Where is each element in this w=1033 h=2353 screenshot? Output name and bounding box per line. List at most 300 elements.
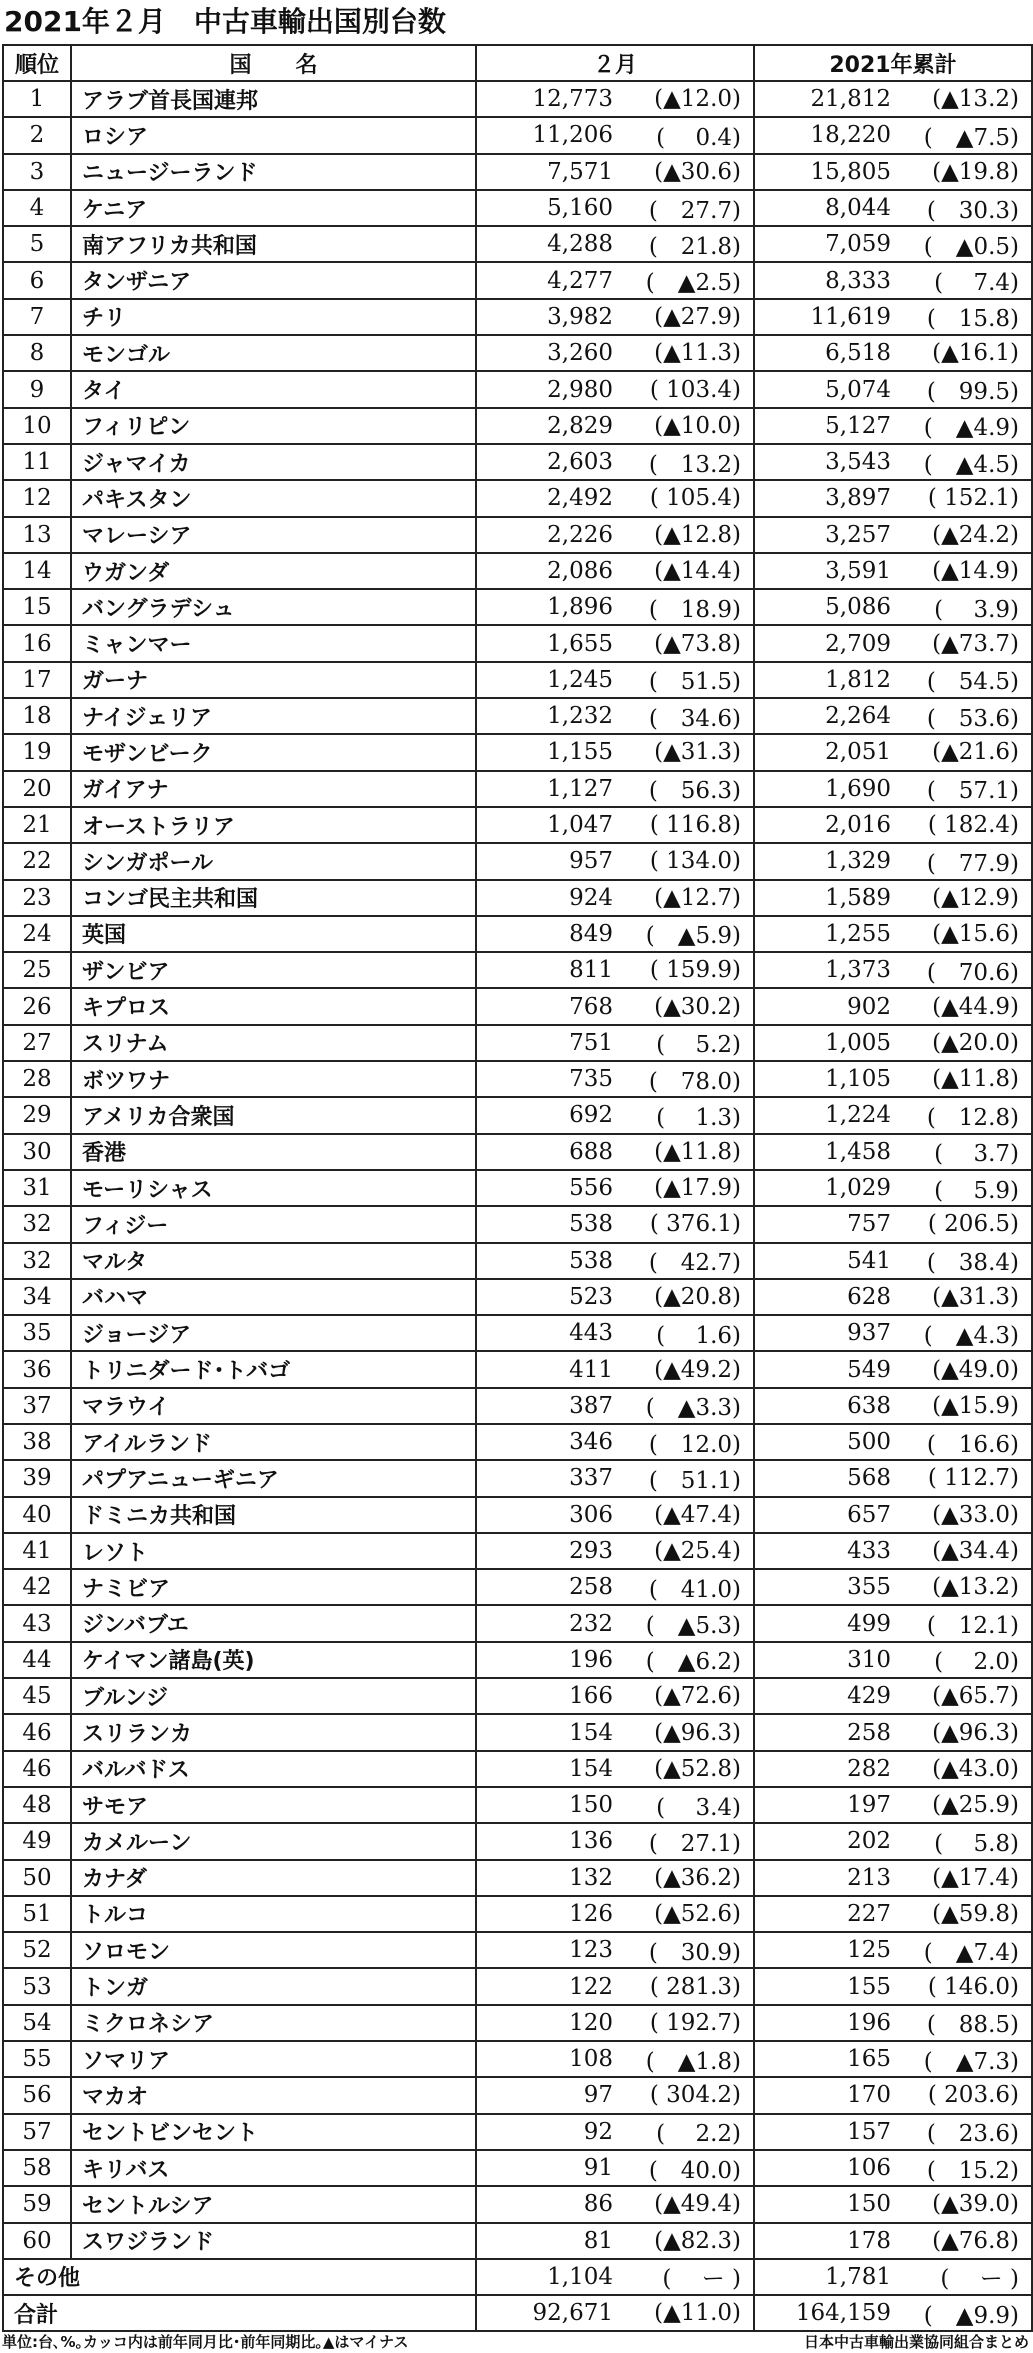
cumulative-cell — [754, 880, 1032, 916]
cumulative-cell — [754, 81, 1032, 117]
rank-cell: 53 — [3, 1968, 71, 2004]
month-value: 811 — [569, 957, 613, 984]
month-cell — [476, 2150, 754, 2186]
month-value: 196 — [569, 1646, 613, 1673]
month-value: 154 — [569, 1755, 613, 1782]
month-value: 1,047 — [547, 812, 613, 839]
rank-cell: 7 — [3, 299, 71, 335]
cumulative-value: 2,709 — [825, 630, 891, 657]
rank-cell: 44 — [3, 1642, 71, 1678]
month-value: 136 — [569, 1828, 613, 1855]
month-value: 97 — [583, 2082, 613, 2109]
cumulative-value: 18,220 — [810, 122, 891, 149]
cumulative-cell — [754, 1860, 1032, 1896]
rank-cell: 3 — [3, 154, 71, 190]
month-value: 2,492 — [547, 485, 613, 512]
month-value: 86 — [583, 2191, 613, 2218]
table-row — [3, 1497, 1032, 1533]
rank-cell: 14 — [3, 553, 71, 589]
cumulative-change: ( 70.6) — [926, 959, 1019, 986]
table-row — [3, 1896, 1032, 1932]
cumulative-change: ( ▲7.3) — [923, 2048, 1019, 2075]
rank-cell: 24 — [3, 916, 71, 952]
table-row — [3, 2114, 1032, 2150]
cumulative-value: 2,051 — [825, 739, 891, 766]
rank-cell: 34 — [3, 1279, 71, 1315]
month-cell — [476, 1170, 754, 1206]
month-cell — [476, 1751, 754, 1787]
other-cumulative — [754, 2259, 1032, 2295]
country-cell: アイルランド — [71, 1424, 476, 1460]
table-row — [3, 117, 1032, 153]
month-cell — [476, 1243, 754, 1279]
month-value: 81 — [583, 2227, 613, 2254]
rank-cell: 16 — [3, 625, 71, 661]
table-row — [3, 444, 1032, 480]
month-value: 91 — [583, 2155, 613, 2182]
country-cell: ソマリア — [71, 2041, 476, 2077]
header-month: ２月 — [476, 45, 754, 81]
rank-cell: 5 — [3, 226, 71, 262]
cumulative-change: (▲25.9) — [932, 1792, 1019, 1819]
cumulative-value: 15,805 — [810, 158, 891, 185]
cumulative-change: ( 206.5) — [927, 1211, 1019, 1238]
month-value: 2,829 — [547, 412, 613, 439]
total-label: 合計 — [3, 2295, 476, 2331]
cumulative-change: (▲73.7) — [932, 630, 1019, 657]
cumulative-change: ( 112.7) — [927, 1465, 1019, 1492]
month-change: ( 41.0) — [648, 1576, 741, 1603]
table-row — [3, 1315, 1032, 1351]
month-cell — [476, 262, 754, 298]
month-value: 1,232 — [547, 703, 613, 730]
table-row — [3, 1424, 1032, 1460]
cumulative-value: 568 — [847, 1465, 891, 1492]
cumulative-change: (▲14.9) — [932, 558, 1019, 584]
cumulative-cell — [754, 1025, 1032, 1061]
rank-cell: 55 — [3, 2041, 71, 2077]
country-cell: マルタ — [71, 1243, 476, 1279]
cumulative-change: ( ▲7.5) — [923, 124, 1019, 151]
rank-cell: 42 — [3, 1569, 71, 1605]
rank-cell: 1 — [3, 81, 71, 117]
country-cell: 英国 — [71, 916, 476, 952]
month-change: (▲14.4) — [654, 558, 741, 584]
cumulative-cell — [754, 1134, 1032, 1170]
month-change: ( 376.1) — [649, 1211, 741, 1238]
month-change: (▲27.9) — [654, 303, 741, 330]
month-change: ( 159.9) — [649, 957, 741, 984]
month-value: 1,896 — [547, 594, 613, 621]
month-change: ( ▲2.5) — [645, 270, 741, 297]
total-cumulative-change: ( ▲9.9) — [923, 2302, 1019, 2329]
other-month-value: 1,104 — [547, 2263, 613, 2290]
month-cell — [476, 553, 754, 589]
month-cell — [476, 1061, 754, 1097]
table-row — [3, 226, 1032, 262]
cumulative-change: ( 15.2) — [926, 2157, 1019, 2184]
country-cell: ジンバブエ — [71, 1605, 476, 1641]
month-change: ( 18.9) — [648, 596, 741, 623]
country-cell: 香港 — [71, 1134, 476, 1170]
cumulative-change: ( 182.4) — [927, 812, 1019, 839]
month-change: (▲49.4) — [654, 2191, 741, 2218]
rank-cell: 23 — [3, 880, 71, 916]
country-cell: モーリシャス — [71, 1170, 476, 1206]
cumulative-value: 125 — [847, 1937, 891, 1964]
country-cell: カナダ — [71, 1860, 476, 1896]
cumulative-value: 258 — [847, 1719, 891, 1746]
month-change: ( 105.4) — [649, 485, 741, 512]
country-cell: ミャンマー — [71, 625, 476, 661]
table-row — [3, 2077, 1032, 2113]
rank-cell: 36 — [3, 1351, 71, 1387]
other-month — [476, 2259, 754, 2295]
country-cell: パキスタン — [71, 480, 476, 516]
month-value: 523 — [569, 1283, 613, 1310]
country-cell: ウガンダ — [71, 553, 476, 589]
country-cell: トルコ — [71, 1896, 476, 1932]
rank-cell: 51 — [3, 1896, 71, 1932]
month-change: ( ▲1.8) — [645, 2048, 741, 2075]
month-value: 3,260 — [547, 340, 613, 367]
month-change: (▲12.0) — [654, 86, 741, 113]
cumulative-change: ( 77.9) — [926, 850, 1019, 877]
country-cell: ケイマン諸島(英) — [71, 1642, 476, 1678]
country-cell: ミクロネシア — [71, 2005, 476, 2041]
cumulative-cell — [754, 1424, 1032, 1460]
month-cell — [476, 2223, 754, 2259]
rank-cell: 28 — [3, 1061, 71, 1097]
month-value: 2,086 — [547, 558, 613, 584]
table-row — [3, 262, 1032, 298]
cumulative-change: (▲24.2) — [932, 521, 1019, 548]
cumulative-value: 3,897 — [825, 485, 891, 512]
cumulative-value: 1,105 — [825, 1066, 891, 1093]
cumulative-cell — [754, 771, 1032, 807]
month-cell — [476, 988, 754, 1024]
cumulative-value: 1,589 — [825, 884, 891, 911]
table-row — [3, 1025, 1032, 1061]
month-value: 293 — [569, 1538, 613, 1565]
month-cell — [476, 1460, 754, 1496]
cumulative-change: ( 53.6) — [926, 705, 1019, 732]
cumulative-cell — [754, 1642, 1032, 1678]
cumulative-cell — [754, 1751, 1032, 1787]
month-value: 849 — [569, 920, 613, 947]
month-cell — [476, 1497, 754, 1533]
cumulative-change: ( ▲4.5) — [923, 451, 1019, 478]
cumulative-change: (▲49.0) — [932, 1356, 1019, 1383]
month-change: (▲72.6) — [654, 1683, 741, 1710]
cumulative-cell — [754, 2041, 1032, 2077]
country-cell: バルバドス — [71, 1751, 476, 1787]
cumulative-cell — [754, 2223, 1032, 2259]
cumulative-value: 937 — [847, 1320, 891, 1347]
cumulative-value: 757 — [847, 1211, 891, 1238]
cumulative-change: ( 54.5) — [926, 669, 1019, 696]
country-cell: サモア — [71, 1787, 476, 1823]
rank-cell: 6 — [3, 262, 71, 298]
country-cell: ジョージア — [71, 1315, 476, 1351]
table-row — [3, 2150, 1032, 2186]
cumulative-value: 3,257 — [825, 521, 891, 548]
table-row — [3, 771, 1032, 807]
month-cell — [476, 1860, 754, 1896]
month-value: 1,155 — [547, 739, 613, 766]
cumulative-cell — [754, 1351, 1032, 1387]
country-cell: チリ — [71, 299, 476, 335]
cumulative-cell — [754, 1605, 1032, 1641]
country-cell: タイ — [71, 371, 476, 407]
month-cell — [476, 335, 754, 371]
cumulative-change: ( ▲7.4) — [923, 1939, 1019, 1966]
cumulative-cell — [754, 1170, 1032, 1206]
cumulative-change: (▲13.2) — [932, 86, 1019, 113]
month-change: ( 42.7) — [648, 1250, 741, 1277]
table-row — [3, 299, 1032, 335]
month-cell — [476, 1097, 754, 1133]
cumulative-change: ( 3.7) — [934, 1141, 1019, 1168]
country-cell: タンザニア — [71, 262, 476, 298]
month-change: (▲36.2) — [654, 1864, 741, 1891]
month-cell — [476, 843, 754, 879]
cumulative-cell — [754, 2114, 1032, 2150]
rank-cell: 48 — [3, 1787, 71, 1823]
country-cell: アラブ首長国連邦 — [71, 81, 476, 117]
country-cell: ナミビア — [71, 1569, 476, 1605]
cumulative-value: 227 — [847, 1900, 891, 1927]
month-change: ( 3.4) — [656, 1794, 741, 1821]
cumulative-cell — [754, 1823, 1032, 1859]
cumulative-cell — [754, 2186, 1032, 2222]
cumulative-value: 1,255 — [825, 920, 891, 947]
month-cell — [476, 1388, 754, 1424]
month-change: ( 56.3) — [648, 778, 741, 805]
cumulative-change: (▲13.2) — [932, 1574, 1019, 1601]
country-cell: キリバス — [71, 2150, 476, 2186]
rank-cell: 54 — [3, 2005, 71, 2041]
cumulative-value: 21,812 — [810, 86, 891, 113]
month-change: (▲10.0) — [654, 412, 741, 439]
month-cell — [476, 734, 754, 770]
cumulative-value: 8,044 — [825, 195, 891, 222]
month-value: 1,245 — [547, 666, 613, 693]
rank-cell: 32 — [3, 1206, 71, 1242]
month-cell — [476, 698, 754, 734]
other-month-change: ( ー ) — [662, 2266, 741, 2293]
table-row — [3, 807, 1032, 843]
country-cell: セントビンセント — [71, 2114, 476, 2150]
cumulative-cell — [754, 226, 1032, 262]
cumulative-cell — [754, 1279, 1032, 1315]
table-row — [3, 1968, 1032, 2004]
rank-cell: 57 — [3, 2114, 71, 2150]
table-row — [3, 625, 1032, 661]
month-value: 12,773 — [532, 86, 613, 113]
cumulative-cell — [754, 553, 1032, 589]
month-value: 346 — [569, 1429, 613, 1456]
country-cell: レソト — [71, 1533, 476, 1569]
table-row — [3, 1678, 1032, 1714]
cumulative-change: (▲16.1) — [932, 340, 1019, 367]
cumulative-value: 310 — [847, 1646, 891, 1673]
table-row — [3, 1206, 1032, 1242]
month-value: 443 — [569, 1320, 613, 1347]
table-row — [3, 81, 1032, 117]
month-value: 556 — [569, 1175, 613, 1202]
table-row — [3, 1170, 1032, 1206]
month-value: 123 — [569, 1937, 613, 1964]
cumulative-change: (▲15.9) — [932, 1392, 1019, 1419]
month-cell — [476, 1206, 754, 1242]
cumulative-cell — [754, 698, 1032, 734]
table-row — [3, 1460, 1032, 1496]
month-change: (▲31.3) — [654, 739, 741, 766]
cumulative-change: ( 15.8) — [926, 306, 1019, 333]
cumulative-change: (▲19.8) — [932, 158, 1019, 185]
country-cell: ニュージーランド — [71, 154, 476, 190]
cumulative-cell — [754, 916, 1032, 952]
cumulative-cell — [754, 117, 1032, 153]
cumulative-cell — [754, 662, 1032, 698]
country-cell: ブルンジ — [71, 1678, 476, 1714]
rank-cell: 46 — [3, 1714, 71, 1750]
table-row — [3, 1097, 1032, 1133]
cumulative-value: 5,074 — [825, 376, 891, 403]
cumulative-value: 355 — [847, 1574, 891, 1601]
month-cell — [476, 625, 754, 661]
month-cell — [476, 480, 754, 516]
month-cell — [476, 1569, 754, 1605]
cumulative-cell — [754, 1932, 1032, 1968]
table-row — [3, 698, 1032, 734]
month-value: 2,226 — [547, 521, 613, 548]
month-cell — [476, 226, 754, 262]
month-change: (▲17.9) — [654, 1175, 741, 1202]
table-row — [3, 190, 1032, 226]
month-value: 126 — [569, 1900, 613, 1927]
country-cell: ボツワナ — [71, 1061, 476, 1097]
month-value: 120 — [569, 2009, 613, 2036]
month-value: 7,571 — [547, 158, 613, 185]
cumulative-change: (▲15.6) — [932, 920, 1019, 947]
cumulative-value: 1,005 — [825, 1029, 891, 1056]
table-row — [3, 480, 1032, 516]
cumulative-change: ( ▲0.5) — [923, 233, 1019, 260]
cumulative-value: 282 — [847, 1755, 891, 1782]
cumulative-cell — [754, 2150, 1032, 2186]
cumulative-value: 8,333 — [825, 267, 891, 294]
rank-cell: 60 — [3, 2223, 71, 2259]
country-cell: ソロモン — [71, 1932, 476, 1968]
month-cell — [476, 1351, 754, 1387]
month-change: (▲73.8) — [654, 630, 741, 657]
table-row — [3, 734, 1032, 770]
month-cell — [476, 81, 754, 117]
month-change: ( 281.3) — [649, 1973, 741, 2000]
cumulative-cell — [754, 299, 1032, 335]
country-cell: スリナム — [71, 1025, 476, 1061]
table-row — [3, 1860, 1032, 1896]
month-value: 2,980 — [547, 376, 613, 403]
rank-cell: 12 — [3, 480, 71, 516]
rank-cell: 9 — [3, 371, 71, 407]
cumulative-change: (▲39.0) — [932, 2191, 1019, 2218]
rank-cell: 25 — [3, 952, 71, 988]
month-value: 538 — [569, 1247, 613, 1274]
total-month-value: 92,671 — [532, 2300, 613, 2327]
cumulative-change: (▲96.3) — [932, 1719, 1019, 1746]
cumulative-change: (▲12.9) — [932, 884, 1019, 911]
rank-cell: 32 — [3, 1243, 71, 1279]
month-change: ( 116.8) — [649, 812, 741, 839]
cumulative-value: 2,264 — [825, 703, 891, 730]
cumulative-change: ( 23.6) — [926, 2121, 1019, 2148]
cumulative-cell — [754, 2005, 1032, 2041]
footer-note: 単位:台､%｡カッコ内は前年同月比･前年同期比｡▲はマイナス — [2, 2333, 409, 2351]
table-row — [3, 843, 1032, 879]
month-cell — [476, 2077, 754, 2113]
rank-cell: 26 — [3, 988, 71, 1024]
month-value: 1,655 — [547, 630, 613, 657]
header-country: 国 名 — [71, 45, 476, 81]
cumulative-value: 170 — [847, 2082, 891, 2109]
table-row — [3, 2223, 1032, 2259]
cumulative-change: ( ▲4.9) — [923, 415, 1019, 442]
cumulative-value: 11,619 — [810, 303, 891, 330]
cumulative-change: ( 57.1) — [926, 778, 1019, 805]
rank-cell: 27 — [3, 1025, 71, 1061]
month-value: 957 — [569, 848, 613, 875]
month-change: (▲30.2) — [654, 993, 741, 1020]
month-cell — [476, 1315, 754, 1351]
header-row — [3, 45, 1032, 81]
cumulative-cell — [754, 1497, 1032, 1533]
cumulative-value: 657 — [847, 1501, 891, 1528]
country-cell: マカオ — [71, 2077, 476, 2113]
cumulative-cell — [754, 517, 1032, 553]
rank-cell: 59 — [3, 2186, 71, 2222]
other-cumulative-value: 1,781 — [825, 2263, 891, 2290]
rank-cell: 8 — [3, 335, 71, 371]
table-row — [3, 335, 1032, 371]
month-change: ( 2.2) — [656, 2121, 741, 2148]
rank-cell: 19 — [3, 734, 71, 770]
table-row — [3, 988, 1032, 1024]
cumulative-value: 106 — [847, 2155, 891, 2182]
month-change: ( 78.0) — [648, 1068, 741, 1095]
cumulative-change: (▲11.8) — [932, 1066, 1019, 1093]
month-change: ( 34.6) — [648, 705, 741, 732]
cumulative-cell — [754, 843, 1032, 879]
month-value: 735 — [569, 1066, 613, 1093]
cumulative-cell — [754, 734, 1032, 770]
cumulative-value: 5,127 — [825, 412, 891, 439]
cumulative-value: 433 — [847, 1538, 891, 1565]
total-month — [476, 2295, 754, 2331]
other-row — [3, 2259, 1032, 2295]
cumulative-change: (▲59.8) — [932, 1900, 1019, 1927]
rank-cell: 20 — [3, 771, 71, 807]
country-cell: 南アフリカ共和国 — [71, 226, 476, 262]
rank-cell: 46 — [3, 1751, 71, 1787]
cumulative-cell — [754, 1388, 1032, 1424]
country-cell: キプロス — [71, 988, 476, 1024]
table-row — [3, 1279, 1032, 1315]
country-cell: コンゴ民主共和国 — [71, 880, 476, 916]
month-change: (▲52.8) — [654, 1755, 741, 1782]
